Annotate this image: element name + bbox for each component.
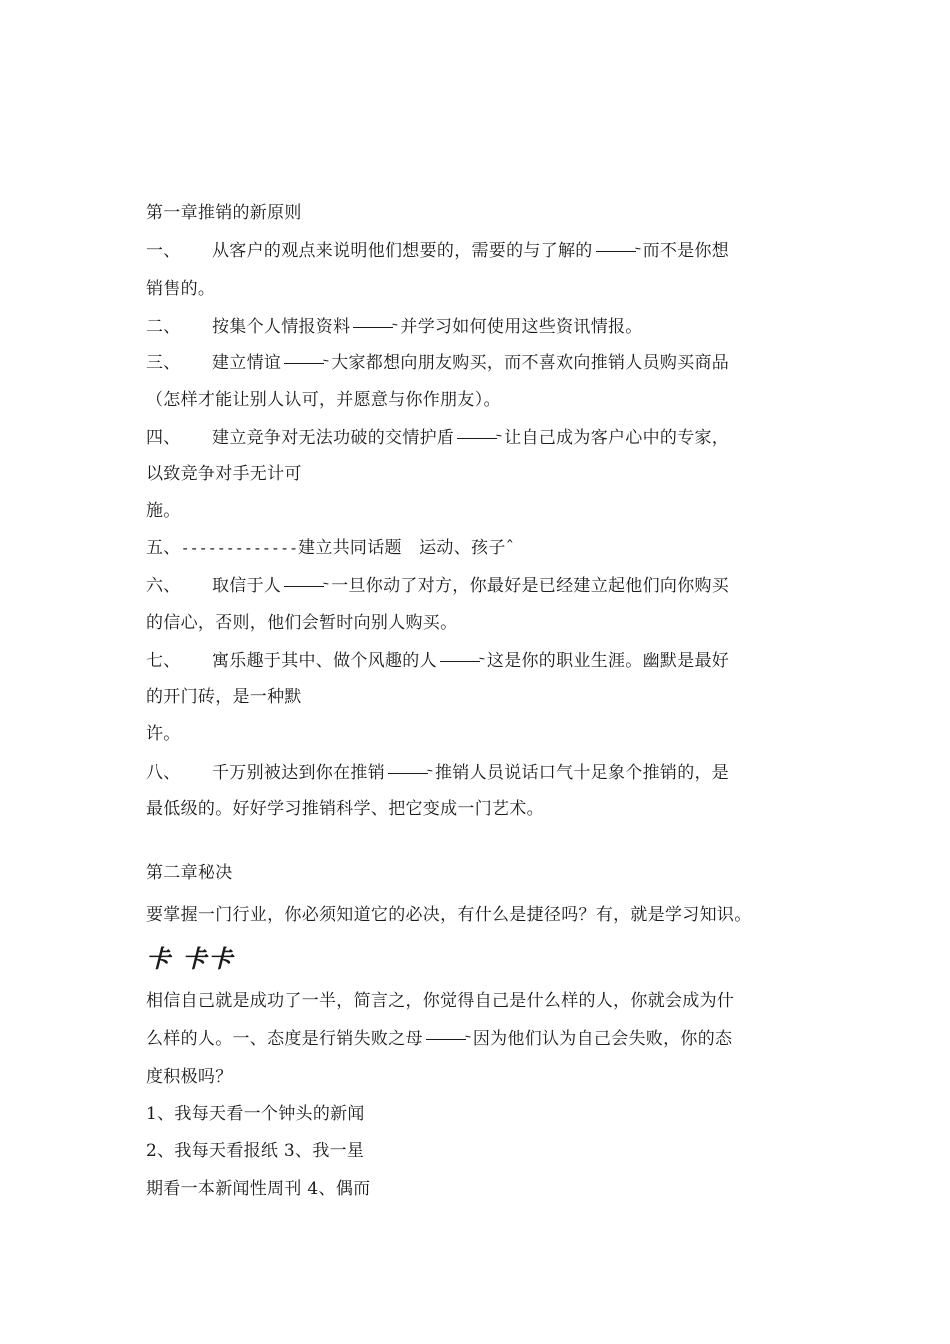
arrow-dash-icon: [426, 1028, 470, 1050]
item-text: 建立情谊: [212, 353, 282, 373]
arrow-dash-icon: [388, 762, 432, 784]
principle-4-continued: 以致竞争对手无计可: [146, 464, 302, 484]
principle-4-continued-2: 施。: [146, 501, 181, 521]
list-item-2: 2、我每天看报纸 3、我一星: [146, 1141, 365, 1161]
item-text: 千万别被达到你在推销: [212, 763, 385, 783]
item-text: 一旦你动了对方，你最好是已经建立起他们向你购买: [331, 576, 730, 596]
principle-8: [146, 762, 729, 784]
item-text: 从客户的观点来说明他们想要的，需要的与了解的: [212, 241, 593, 261]
item-text: 寓乐趣于其中、做个风趣的人: [212, 651, 437, 671]
chapter2-title: 第二章秘决: [146, 863, 233, 883]
list-item-3: 期看一本新闻性周刊 4、偶而: [146, 1179, 371, 1199]
principle-2: [146, 316, 643, 338]
chapter1-title: 第一章推销的新原则: [146, 203, 302, 223]
principle-7-continued-2: 许。: [146, 724, 181, 744]
item-text: 推销人员说话口气十足象个推销的，是: [435, 763, 730, 783]
principle-4: [146, 427, 729, 449]
principle-6-continued: 的信心，否则，他们会暂时向别人购买。: [146, 613, 458, 633]
item-text: 取信于人: [212, 576, 282, 596]
list-item-1: 1、我每天看一个钟头的新闻: [146, 1104, 365, 1124]
principle-3-continued: （怎样才能让别人认可，并愿意与你作朋友）。: [146, 390, 501, 410]
paragraph-text: 因为他们认为自己会失败，你的态: [472, 1029, 733, 1049]
chapter2-intro: 要掌握一门行业，你必须知道它的必决，有什么是捷径吗？有，就是学习知识。: [146, 905, 752, 925]
item-number: 三、: [146, 353, 181, 373]
item-text: 建立竞争对无法功破的交情护盾: [212, 428, 455, 448]
arrow-dash-icon: [284, 352, 328, 374]
item-number: 二、: [146, 317, 181, 337]
principle-1: [146, 240, 729, 262]
arrow-dash-icon: [457, 427, 501, 449]
item-text: 建立共同话题 运动、孩子ˆ: [298, 538, 515, 558]
item-number: 一、: [146, 241, 181, 261]
principle-7-continued: 的开门砖，是一种默: [146, 687, 302, 707]
principle-1-continued: 销售的。: [146, 279, 216, 299]
item-text: 让自己成为客户心中的专家，: [504, 428, 730, 448]
item-number: 七、: [146, 651, 181, 671]
chapter2-paragraph-line-1: 相信自己就是成功了一半，简言之，你觉得自己是什么样的人，你就会成为什: [146, 991, 735, 1011]
principle-8-continued: 最低级的。好好学习推销科学、把它变成一门艺术。: [146, 799, 544, 819]
item-number: 六、: [146, 576, 181, 596]
chapter2-paragraph-line-3: 度积极吗？: [146, 1067, 233, 1087]
chapter2-paragraph-line-2: [146, 1028, 732, 1050]
item-number: 四、: [146, 428, 181, 448]
arrow-dash-icon: [284, 575, 328, 597]
decorative-symbols: 卡 卡卡: [146, 945, 235, 973]
arrow-dash-icon: [440, 650, 484, 672]
item-number: 八、: [146, 763, 181, 783]
item-text: 大家都想向朋友购买，而不喜欢向推销人员购买商品: [331, 353, 730, 373]
item-text: 而不是你想: [642, 241, 730, 261]
principle-6: [146, 575, 729, 597]
item-number: 五、: [146, 538, 181, 558]
item-text: 并学习如何使用这些资讯情报。: [400, 317, 643, 337]
item-text: 按集个人情报资料: [212, 317, 351, 337]
principle-7: [146, 650, 729, 672]
principle-3: [146, 352, 729, 374]
paragraph-text: 么样的人。一、态度是行销失败之母: [146, 1029, 423, 1049]
dash-line: -------------: [180, 539, 299, 557]
arrow-dash-icon: [353, 316, 397, 338]
arrow-dash-icon: [596, 240, 640, 262]
item-text: 这是你的职业生涯。幽默是最好: [486, 651, 730, 671]
principle-5: [146, 537, 514, 559]
